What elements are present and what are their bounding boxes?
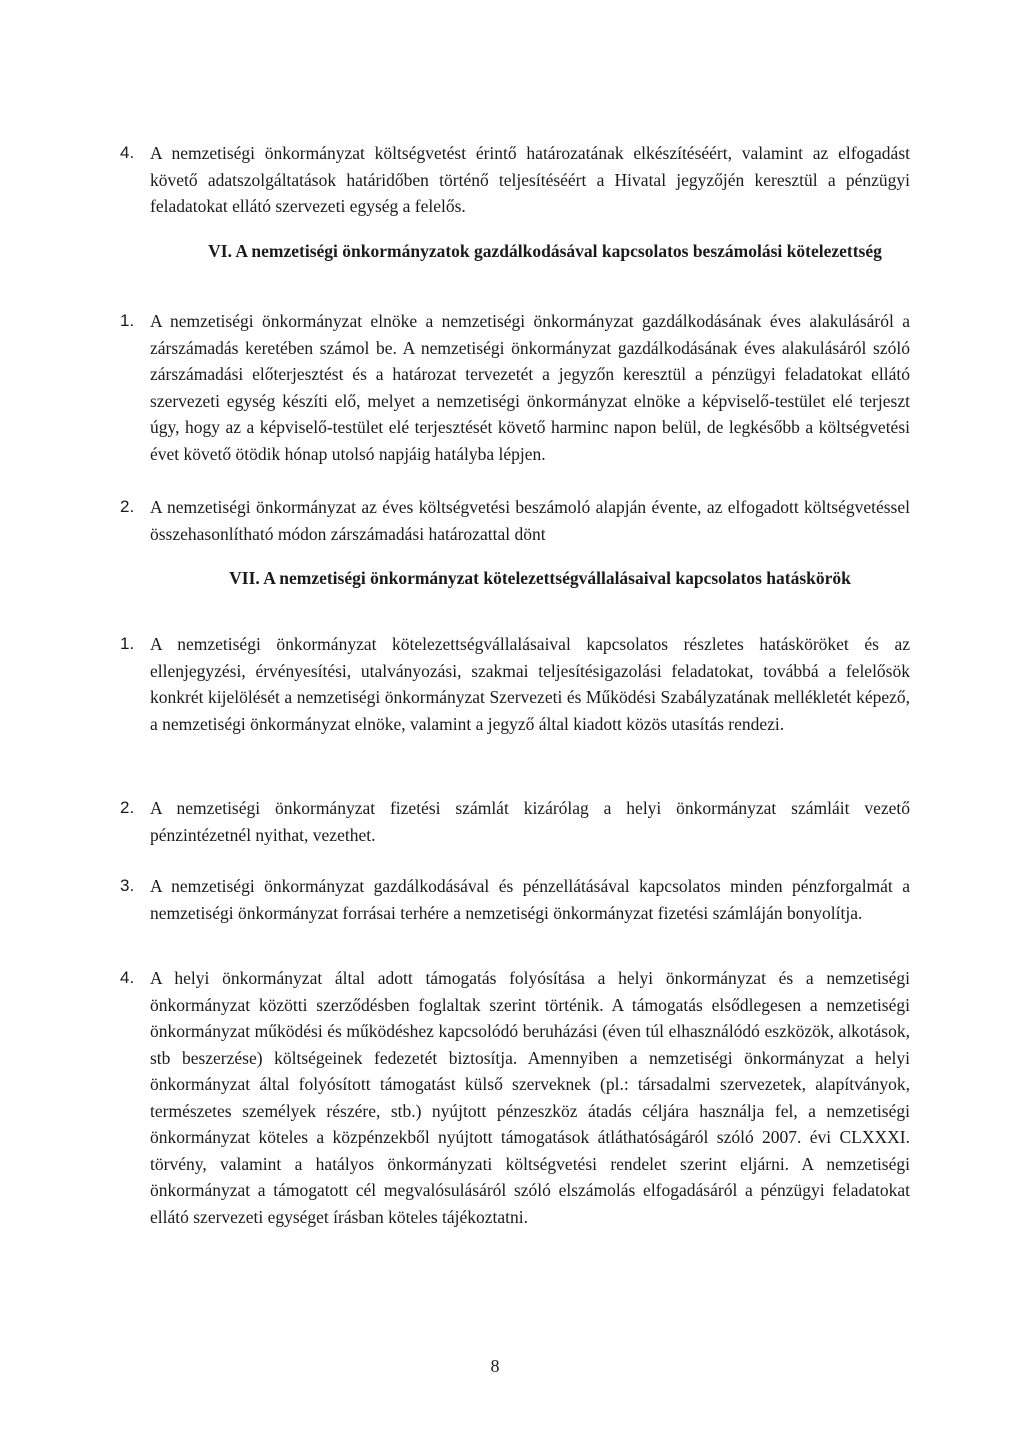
item-text: A nemzetiségi önkormányzat az éves költségvetési beszámoló alapján évente, az elfogadott költségvetéssel összehasonlítható módon zárszámadási határozattal dönt	[150, 497, 910, 544]
item-number: 1.	[120, 311, 135, 330]
item-text: A nemzetiségi önkormányzat gazdálkodásával és pénzellátásával kapcsolatos minden pénzforgalmát a nemzetiségi önkormányzat forrásai terhére a nemzetiségi önkormányzat fizetési számláján bonyolítja.	[150, 876, 910, 923]
item-number: 2.	[120, 497, 135, 516]
item-number: 3.	[120, 876, 135, 895]
paragraph-item-vii-1	[120, 631, 910, 737]
section-title: A nemzetiségi önkormányzat kötelezettségvállalásaival kapcsolatos hatáskörök	[263, 568, 851, 588]
section-number: VII.	[229, 568, 260, 588]
paragraph-item-vii-4	[120, 965, 910, 1230]
item-text: A nemzetiségi önkormányzat elnöke a nemzetiségi önkormányzat gazdálkodásának éves alakulásáról a zárszámadás keretében számol be. A nemzetiségi önkormányzat gazdálkodásának éves alakulásáról szóló zárszámadási előterjesztést és a határozat tervezetét a jegyzőn keresztül a pénzügyi feladatokat ellátó szervezeti egység készíti elő, melyet a nemzetiségi önkormányzat elnöke a képviselő-testület elé terjeszt úgy, hogy az a képviselő-testület elé terjesztését követő harminc napon belül, de legkésőbb a költségvetési évet követő ötödik hónap utolsó napjáig hatályba lépjen.	[150, 311, 910, 464]
section-heading-vii	[180, 564, 900, 592]
section-number: VI.	[208, 241, 232, 261]
item-text: A nemzetiségi önkormányzat kötelezettségvállalásaival kapcsolatos részletes hatásköröket és az ellenjegyzési, érvényesítési, utalványozási, szakmai teljesítésigazolási feladatokat, továbbá a felelősök konkrét kijelölését a nemzetiségi önkormányzat Szervezeti és Működési Szabályzatának mellékletét képező, a nemzetiségi önkormányzat elnöke, valamint a jegyző által kiadott közös utasítás rendezi.	[150, 634, 910, 734]
item-number: 4.	[120, 968, 135, 987]
section-heading-vi	[175, 237, 915, 265]
item-text: A helyi önkormányzat által adott támogatás folyósítása a helyi önkormányzat és a nemzetiségi önkormányzat közötti szerződésben foglaltak szerint történik. A támogatás elsődlegesen a nemzetiségi önkormányzat működési és működéshez kapcsolódó beruházási (éven túl elhasználódó eszközök, alkotások, stb beszerzése) költségeinek fedezetét biztosítja. Amennyiben a nemzetiségi önkormányzat a helyi önkormányzat által folyósított támogatást külső szerveknek (pl.: társadalmi szervezetek, alapítványok, természetes személyek részére, stb.) nyújtott pénzeszköz átadás céljára használja fel, a nemzetiségi önkormányzat köteles a közpénzekből nyújtott támogatások átláthatóságáról szóló 2007. évi CLXXXI. törvény, valamint a hatályos önkormányzati költségvetési rendelet szerint eljárni. A nemzetiségi önkormányzat a támogatott cél megvalósulásáról szóló elszámolás elfogadásáról a pénzügyi feladatokat ellátó szervezeti egységet írásban köteles tájékoztatni.	[150, 968, 910, 1227]
item-number: 1.	[120, 634, 135, 653]
section-title: A nemzetiségi önkormányzatok gazdálkodásával kapcsolatos beszámolási kötelezettség	[235, 241, 882, 261]
paragraph-item-vi-1	[120, 308, 910, 467]
paragraph-item-top-4	[120, 140, 910, 220]
paragraph-item-vi-2	[120, 494, 910, 547]
item-number: 4.	[120, 143, 135, 162]
item-text: A nemzetiségi önkormányzat fizetési számlát kizárólag a helyi önkormányzat számláit vezető pénzintézetnél nyithat, vezethet.	[150, 798, 910, 845]
paragraph-item-vii-2	[120, 795, 910, 848]
paragraph-item-vii-3	[120, 873, 910, 926]
item-number: 2.	[120, 798, 135, 817]
page-number: 8	[490, 1356, 500, 1376]
item-text: A nemzetiségi önkormányzat költségvetést érintő határozatának elkészítéséért, valamint az elfogadást követő adatszolgáltatások határidőben történő teljesítéséért a Hivatal jegyzőjén keresztül a pénzügyi feladatokat ellátó szervezeti egység a felelős.	[150, 143, 910, 216]
